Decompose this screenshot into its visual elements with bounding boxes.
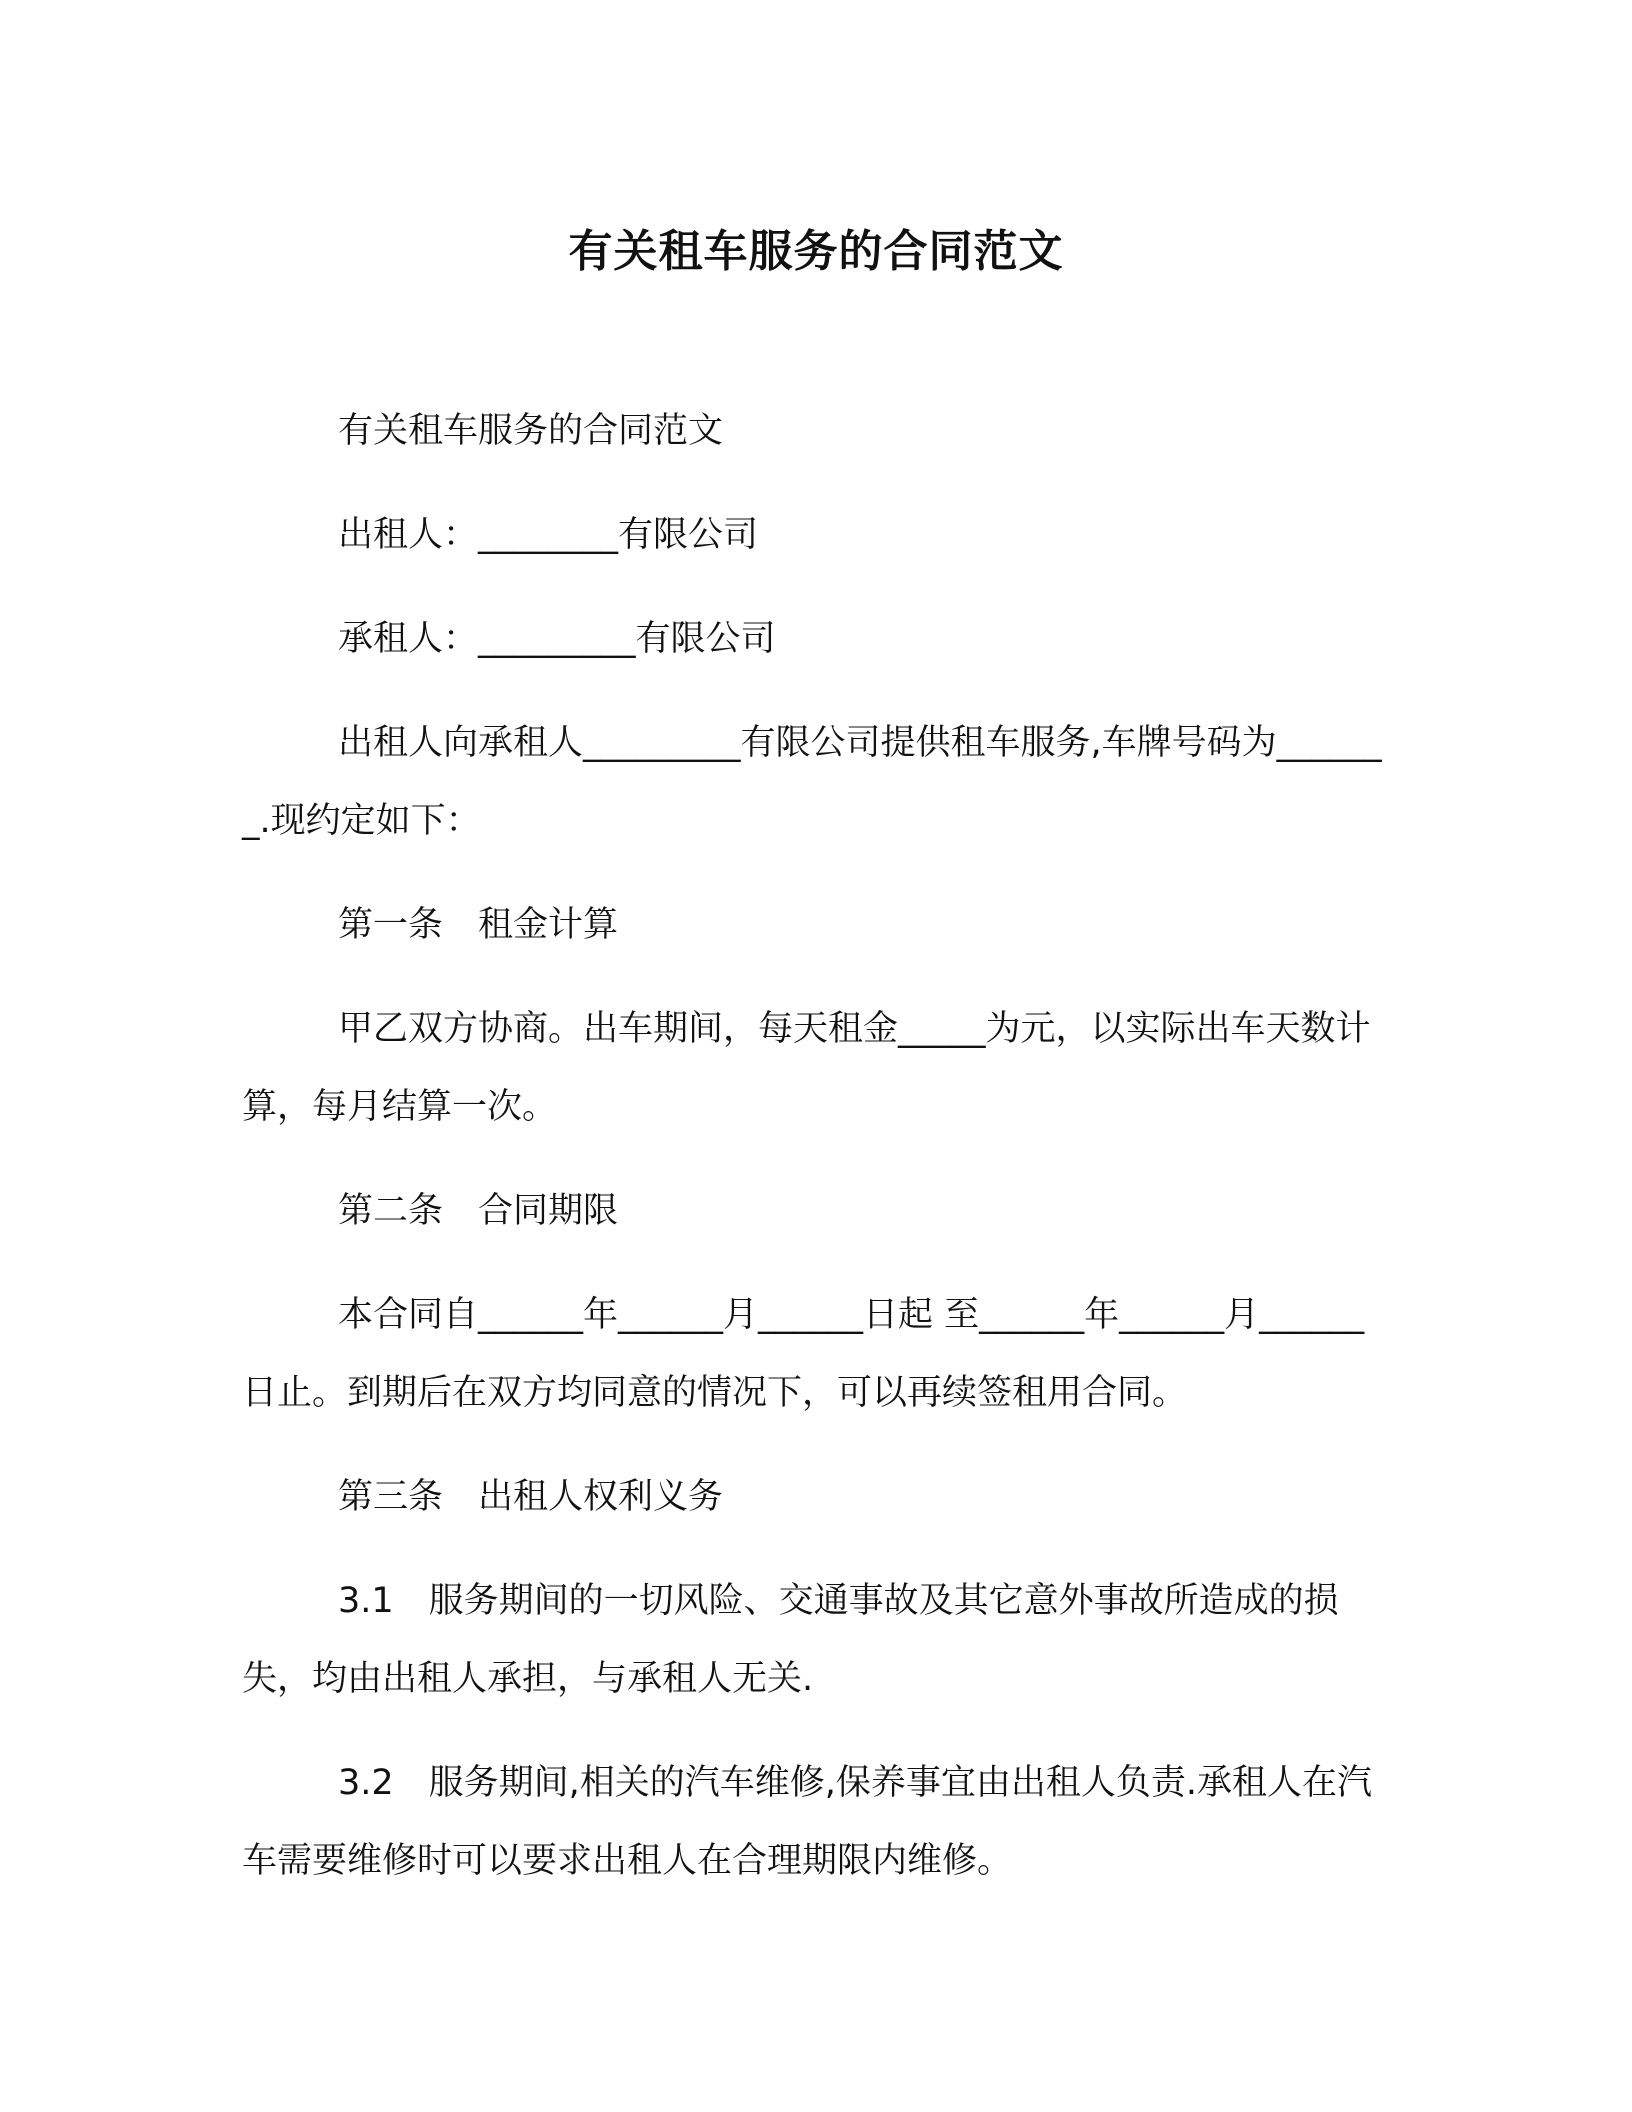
document-title: 有关租车服务的合同范文 xyxy=(568,226,1064,277)
article-2-heading: 第二条 合同期限 xyxy=(338,1191,619,1231)
paragraph-heading: 有关租车服务的合同范文 xyxy=(338,411,724,451)
paragraph-lessee: 承租人：_________有限公司 xyxy=(338,619,776,659)
clause-3-2: 3.2 服务期间,相关的汽车维修,保养事宜由出租人负责.承租人在汽车需要维修时可以要求出租人在合理期限内维修。 xyxy=(242,1763,1373,1881)
paragraph-lessor: 出租人：________有限公司 xyxy=(338,515,759,555)
article-3-heading: 第三条 出租人权利义务 xyxy=(338,1477,724,1517)
clause-3-1: 3.1 服务期间的一切风险、交通事故及其它意外事故所造成的损失，均由出租人承担，与承租人无关. xyxy=(242,1581,1339,1699)
article-2-body: 本合同自______年______月______日起 至______年______月______日止。到期后在双方均同意的情况下，可以再续签租用合同。 xyxy=(242,1295,1365,1413)
article-1-heading: 第一条 租金计算 xyxy=(338,905,619,945)
document-body xyxy=(242,392,1382,1900)
paragraph-intro: 出租人向承租人_________有限公司提供租车服务,车牌号码为_______.现约定如下： xyxy=(242,723,1382,841)
article-1-body: 甲乙双方协商。出车期间，每天租金_____为元，以实际出车天数计算，每月结算一次。 xyxy=(242,1009,1371,1127)
